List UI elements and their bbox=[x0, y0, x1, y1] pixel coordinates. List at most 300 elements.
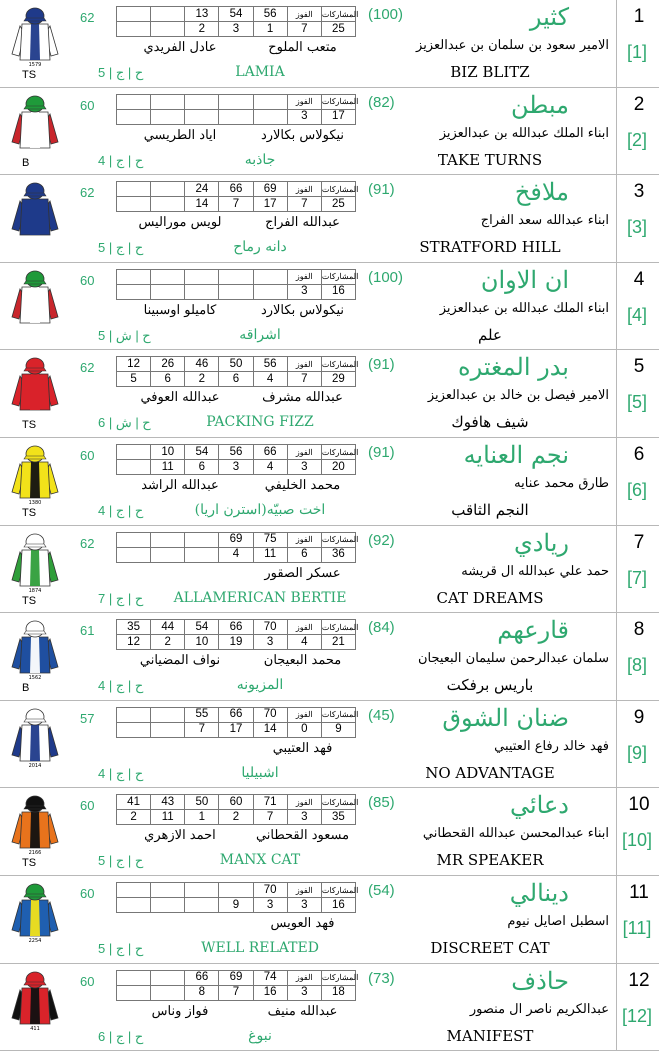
trainer-name: مسعود القحطاني bbox=[255, 828, 350, 844]
dam-name: دانه رماح bbox=[233, 239, 287, 256]
form-string: ح | ج | 4 bbox=[98, 503, 144, 518]
horse-rating: (82) bbox=[368, 93, 395, 111]
stat-cell: 56 bbox=[253, 357, 287, 372]
sire-name: BIZ BLITZ bbox=[450, 63, 530, 81]
horse-rating: (100) bbox=[368, 6, 404, 23]
horse-rating: (100) bbox=[368, 268, 404, 286]
stat-cell bbox=[117, 985, 151, 1000]
sire-name: TAKE TURNS bbox=[437, 150, 543, 169]
runner-number: 7 bbox=[633, 531, 645, 553]
stat-cell: 17 bbox=[253, 197, 287, 212]
jockey-silks-icon bbox=[10, 970, 60, 1032]
wins-header: الفوز bbox=[287, 357, 321, 372]
stat-cell bbox=[117, 7, 151, 22]
wins-header: الفوز bbox=[287, 7, 321, 22]
jockey-silks-icon bbox=[10, 356, 60, 418]
horse-rating: (85) bbox=[368, 794, 395, 812]
form-string: ح | ج | 5 bbox=[98, 240, 144, 256]
stat-cell: 10 bbox=[151, 445, 185, 460]
owner-name: ابناء الملك عبدالله بن عبدالعزيز bbox=[439, 125, 609, 141]
stat-cell: 26 bbox=[151, 357, 185, 372]
jockey-silks-icon bbox=[10, 6, 60, 68]
runner-row bbox=[0, 788, 659, 876]
stat-cell: 6 bbox=[151, 372, 185, 387]
stats-table bbox=[116, 882, 359, 913]
runner-number: 6 bbox=[633, 444, 645, 465]
stat-cell bbox=[117, 707, 151, 722]
stat-cell bbox=[151, 970, 185, 985]
stat-cell: 69 bbox=[253, 182, 287, 197]
runs-header: المشاركات bbox=[321, 7, 355, 22]
stat-cell: 14 bbox=[253, 722, 287, 737]
stat-cell: 29 bbox=[321, 372, 355, 387]
stats-table bbox=[116, 970, 359, 1001]
stat-cell: 6 bbox=[287, 547, 321, 562]
equipment-code: B bbox=[22, 156, 30, 169]
stat-cell bbox=[151, 722, 185, 737]
stat-cell: 2 bbox=[185, 22, 219, 37]
horse-name-arabic: نجم العنايه bbox=[463, 441, 569, 469]
form-string: ح | ج | 4 bbox=[98, 678, 144, 694]
stat-cell: 3 bbox=[253, 635, 287, 650]
horse-name-arabic: مبطن bbox=[510, 90, 569, 119]
stat-cell: 9 bbox=[321, 722, 355, 737]
dam-name: WELL RELATED bbox=[201, 940, 319, 956]
equipment-code: TS bbox=[22, 419, 37, 432]
stat-cell: 17 bbox=[321, 109, 355, 124]
gate-number: [9] bbox=[626, 742, 647, 763]
jockey-name: عبدالله الراشد bbox=[141, 478, 219, 493]
stat-cell: 6 bbox=[219, 372, 253, 387]
wins-header: الفوز bbox=[287, 620, 321, 635]
form-string: ح | ج | 4 bbox=[98, 765, 144, 781]
stat-cell: 17 bbox=[219, 722, 253, 737]
jockey-silks-icon bbox=[10, 707, 60, 769]
dam-name: اشبيليا bbox=[241, 764, 279, 781]
gate-number: [8] bbox=[626, 655, 647, 676]
runner-number: 2 bbox=[633, 93, 645, 115]
equipment-code: TS bbox=[22, 594, 37, 607]
horse-rating: (92) bbox=[368, 531, 395, 549]
weight: 60 bbox=[80, 973, 95, 989]
runs-header: المشاركات bbox=[321, 94, 355, 109]
dam-name: نبوغ bbox=[248, 1027, 272, 1044]
jockey-silks-icon bbox=[10, 619, 60, 681]
owner-name: ابناء عبدالله سعد الفراج bbox=[480, 213, 609, 229]
stats-table bbox=[116, 532, 359, 563]
stat-cell bbox=[151, 269, 185, 284]
weight: 60 bbox=[80, 97, 95, 113]
horse-rating: (91) bbox=[368, 444, 395, 461]
trainer-name: محمد الخليفي bbox=[264, 478, 341, 493]
stat-cell bbox=[219, 284, 253, 299]
stat-cell: 7 bbox=[287, 22, 321, 37]
stat-cell: 11 bbox=[253, 547, 287, 562]
jockey-silks-icon bbox=[10, 882, 60, 944]
jockey-silks-icon bbox=[10, 794, 60, 856]
runs-header: المشاركات bbox=[321, 620, 355, 635]
sire-name: NO ADVANTAGE bbox=[425, 763, 555, 782]
sire-name: STRATFORD HILL bbox=[419, 238, 561, 257]
stat-cell bbox=[151, 883, 185, 898]
stat-cell bbox=[151, 94, 185, 109]
svg-text:2166: 2166 bbox=[28, 850, 42, 857]
runner-row bbox=[0, 876, 659, 964]
form-string: ح | ج | 4 bbox=[98, 152, 144, 168]
stat-cell: 4 bbox=[253, 372, 287, 387]
stat-cell: 69 bbox=[219, 532, 253, 547]
jockey-silks-icon bbox=[10, 269, 60, 331]
wins-header: الفوز bbox=[287, 707, 321, 722]
stat-cell: 1 bbox=[185, 810, 219, 825]
stat-cell: 3 bbox=[219, 460, 253, 475]
runner-row bbox=[0, 438, 659, 526]
svg-text:2254: 2254 bbox=[28, 938, 42, 944]
horse-name-arabic: دعائي bbox=[509, 791, 569, 820]
dam-name: جاذبه bbox=[244, 151, 276, 168]
trainer-name: فهد العويس bbox=[270, 916, 335, 931]
runner-number: 9 bbox=[633, 706, 645, 728]
jockey-name: نواف المضياني bbox=[139, 653, 221, 669]
weight: 62 bbox=[80, 10, 95, 25]
stat-cell bbox=[151, 182, 185, 197]
trainer-name: عسكر الصقور bbox=[264, 565, 341, 581]
dam-name: LAMIA bbox=[235, 64, 285, 80]
gate-number: [2] bbox=[626, 129, 647, 150]
stat-cell bbox=[185, 109, 219, 124]
sire-name: باريس برفكت bbox=[446, 676, 534, 695]
stat-cell: 16 bbox=[253, 985, 287, 1000]
form-string: ح | ج | 6 bbox=[98, 1028, 144, 1044]
stats-table bbox=[116, 181, 359, 212]
weight: 62 bbox=[80, 535, 95, 551]
dam-name: المزيونه bbox=[236, 677, 284, 694]
jockey-name: كاميلو اوسبينا bbox=[143, 302, 217, 318]
horse-name-arabic: ملافخ bbox=[514, 178, 569, 207]
stat-cell: 7 bbox=[219, 985, 253, 1000]
stat-cell bbox=[219, 883, 253, 898]
sire-name: شيف هافوك bbox=[451, 413, 529, 432]
horse-name-arabic: كثير bbox=[529, 3, 569, 31]
stat-cell: 74 bbox=[253, 970, 287, 985]
stat-cell: 16 bbox=[321, 898, 355, 913]
svg-text:1874: 1874 bbox=[28, 587, 42, 594]
horse-rating: (91) bbox=[368, 356, 395, 374]
stat-cell: 66 bbox=[185, 970, 219, 985]
svg-text:1562: 1562 bbox=[28, 675, 42, 682]
gate-number: [11] bbox=[622, 918, 652, 938]
stats-table bbox=[116, 707, 359, 738]
stat-cell: 70 bbox=[253, 883, 287, 898]
stat-cell: 35 bbox=[117, 620, 151, 635]
runs-header: المشاركات bbox=[321, 970, 355, 985]
wins-header: الفوز bbox=[287, 970, 321, 985]
stat-cell: 14 bbox=[185, 197, 219, 212]
stat-cell bbox=[117, 269, 151, 284]
stat-cell: 19 bbox=[219, 635, 253, 650]
stat-cell: 20 bbox=[321, 460, 355, 475]
stat-cell bbox=[219, 109, 253, 124]
owner-name: سلمان عبدالرحمن سليمان البعيجان bbox=[417, 651, 609, 667]
stat-cell: 43 bbox=[151, 795, 185, 810]
weight: 60 bbox=[80, 886, 95, 901]
stats-table bbox=[116, 269, 359, 300]
wins-header: الفوز bbox=[287, 445, 321, 460]
equipment-code: TS bbox=[22, 857, 37, 870]
owner-name: طارق محمد عنايه bbox=[514, 476, 609, 491]
svg-text:411: 411 bbox=[30, 1025, 40, 1032]
equipment-code: B bbox=[22, 682, 30, 695]
horse-rating: (91) bbox=[368, 181, 395, 199]
stat-cell: 3 bbox=[253, 898, 287, 913]
wins-header: الفوز bbox=[287, 532, 321, 547]
stat-cell: 25 bbox=[321, 197, 355, 212]
gate-number: [7] bbox=[626, 567, 647, 588]
horse-name-arabic: حاذف bbox=[511, 966, 569, 995]
stat-cell: 4 bbox=[219, 547, 253, 562]
stat-cell bbox=[117, 883, 151, 898]
stats-table bbox=[116, 444, 359, 475]
weight: 60 bbox=[80, 272, 95, 288]
stat-cell bbox=[151, 547, 185, 562]
svg-text:1579: 1579 bbox=[28, 62, 42, 68]
owner-name: عبدالكريم ناصر ال منصور bbox=[469, 1001, 609, 1017]
stat-cell: 3 bbox=[287, 898, 321, 913]
runs-header: المشاركات bbox=[321, 357, 355, 372]
stats-table bbox=[116, 794, 359, 825]
stat-cell: 7 bbox=[253, 810, 287, 825]
stat-cell: 3 bbox=[219, 22, 253, 37]
runs-header: المشاركات bbox=[321, 269, 355, 284]
wins-header: الفوز bbox=[287, 795, 321, 810]
weight: 57 bbox=[80, 710, 95, 726]
sire-name: MANIFEST bbox=[446, 1026, 534, 1045]
owner-name: الامير سعود بن سلمان بن عبدالعزيز bbox=[416, 38, 609, 53]
runner-row bbox=[0, 88, 659, 176]
stat-cell: 5 bbox=[117, 372, 151, 387]
stat-cell bbox=[117, 94, 151, 109]
stat-cell bbox=[117, 532, 151, 547]
stat-cell bbox=[185, 532, 219, 547]
horse-rating: (45) bbox=[368, 706, 395, 724]
stat-cell bbox=[151, 109, 185, 124]
stat-cell: 12 bbox=[117, 357, 151, 372]
owner-name: اسطبل اصايل نيوم bbox=[507, 914, 609, 929]
dam-name: ALLAMERICAN BERTIE bbox=[173, 589, 347, 606]
stat-cell: 3 bbox=[287, 985, 321, 1000]
runner-number: 10 bbox=[628, 794, 650, 816]
wins-header: الفوز bbox=[287, 94, 321, 109]
stat-cell bbox=[117, 445, 151, 460]
horse-name-arabic: ريادي bbox=[513, 528, 569, 557]
stat-cell: 4 bbox=[253, 460, 287, 475]
stat-cell: 11 bbox=[151, 460, 185, 475]
equipment-code: TS bbox=[22, 69, 37, 81]
stat-cell bbox=[219, 269, 253, 284]
stat-cell: 55 bbox=[185, 707, 219, 722]
sire-name: DISCREET CAT bbox=[430, 939, 550, 957]
runner-row bbox=[0, 0, 659, 88]
trainer-name: عبدالله منيف bbox=[267, 1003, 338, 1019]
sire-name: MR SPEAKER bbox=[436, 851, 544, 870]
stat-cell: 24 bbox=[185, 182, 219, 197]
stat-cell: 56 bbox=[219, 445, 253, 460]
jockey-silks-icon bbox=[10, 94, 60, 156]
dam-name: (اخت صبيّه(استرن اريا bbox=[194, 502, 326, 518]
stat-cell: 21 bbox=[321, 635, 355, 650]
stat-cell bbox=[253, 94, 287, 109]
stat-cell bbox=[117, 22, 151, 37]
runner-number: 4 bbox=[633, 268, 645, 290]
runner-number: 1 bbox=[633, 6, 645, 27]
runs-header: المشاركات bbox=[321, 445, 355, 460]
weight: 60 bbox=[80, 798, 95, 814]
stat-cell bbox=[185, 547, 219, 562]
stat-cell bbox=[151, 22, 185, 37]
stat-cell: 3 bbox=[287, 810, 321, 825]
stat-cell: 66 bbox=[253, 445, 287, 460]
gate-number: [3] bbox=[626, 217, 647, 238]
stat-cell bbox=[151, 898, 185, 913]
gate-number: [12] bbox=[621, 1005, 653, 1026]
stat-cell: 18 bbox=[321, 985, 355, 1000]
dam-name: اشراقه bbox=[239, 326, 281, 343]
wins-header: الفوز bbox=[287, 182, 321, 197]
dam-name: MANX CAT bbox=[219, 852, 301, 869]
svg-text:1380: 1380 bbox=[28, 500, 42, 506]
jockey-silks-icon bbox=[10, 532, 60, 594]
stat-cell bbox=[117, 197, 151, 212]
stat-cell: 70 bbox=[253, 707, 287, 722]
horse-name-arabic: ان الاوان bbox=[480, 265, 569, 294]
form-string: ح | ج | 7 bbox=[98, 590, 144, 606]
equipment-code: TS bbox=[22, 507, 37, 519]
stat-cell: 13 bbox=[185, 7, 219, 22]
stat-cell: 54 bbox=[185, 445, 219, 460]
runner-number: 11 bbox=[629, 882, 649, 903]
stat-cell bbox=[151, 707, 185, 722]
stat-cell bbox=[151, 197, 185, 212]
form-string: ح | ج | 5 bbox=[98, 941, 144, 956]
stat-cell: 3 bbox=[287, 284, 321, 299]
stat-cell bbox=[185, 284, 219, 299]
jockey-name: احمد الازهري bbox=[144, 828, 216, 844]
owner-name: ابناء الملك عبدالله بن عبدالعزيز bbox=[439, 300, 609, 316]
stat-cell bbox=[117, 898, 151, 913]
stat-cell: 75 bbox=[253, 532, 287, 547]
stat-cell: 66 bbox=[219, 620, 253, 635]
stat-cell: 50 bbox=[219, 357, 253, 372]
jockey-silks-icon bbox=[10, 444, 60, 506]
horse-name-arabic: ضنان الشوق bbox=[442, 703, 569, 732]
trainer-name: محمد البعيجان bbox=[263, 653, 342, 669]
gate-number: [10] bbox=[621, 830, 653, 851]
jockey-name: اياد الطريسي bbox=[143, 127, 217, 143]
stat-cell: 0 bbox=[287, 722, 321, 737]
stat-cell bbox=[253, 284, 287, 299]
owner-name: حمد علي عبدالله ال قريشه bbox=[461, 563, 609, 579]
runs-header: المشاركات bbox=[321, 707, 355, 722]
stat-cell bbox=[151, 284, 185, 299]
stat-cell bbox=[117, 109, 151, 124]
runner-number: 12 bbox=[628, 969, 650, 991]
stats-table bbox=[116, 6, 359, 37]
stat-cell: 25 bbox=[321, 22, 355, 37]
svg-text:2014: 2014 bbox=[28, 762, 42, 769]
runs-header: المشاركات bbox=[321, 182, 355, 197]
stat-cell bbox=[151, 532, 185, 547]
sire-name: CAT DREAMS bbox=[436, 588, 544, 607]
horse-rating: (54) bbox=[368, 882, 395, 899]
stat-cell: 10 bbox=[185, 635, 219, 650]
jockey-name: فواز وناس bbox=[151, 1003, 209, 1019]
stat-cell bbox=[117, 182, 151, 197]
gate-number: [5] bbox=[626, 392, 647, 413]
stat-cell bbox=[117, 460, 151, 475]
form-string: ح | ش | 5 bbox=[98, 327, 151, 343]
stat-cell: 66 bbox=[219, 707, 253, 722]
runner-row bbox=[0, 964, 659, 1052]
owner-name: ابناء عبدالمحسن عبدالله القحطاني bbox=[422, 826, 609, 842]
stat-cell bbox=[117, 547, 151, 562]
weight: 61 bbox=[80, 623, 95, 639]
stat-cell: 41 bbox=[117, 795, 151, 810]
stat-cell: 7 bbox=[287, 197, 321, 212]
jockey-name: لويس موراليس bbox=[138, 215, 222, 231]
trainer-name: عبدالله الفراج bbox=[265, 215, 340, 231]
runner-row bbox=[0, 701, 659, 789]
stat-cell: 46 bbox=[185, 357, 219, 372]
dam-name: PACKING FIZZ bbox=[206, 414, 314, 431]
trainer-name: نيكولاس بكالارد bbox=[260, 302, 345, 318]
stat-cell: 7 bbox=[287, 372, 321, 387]
stat-cell: 60 bbox=[219, 795, 253, 810]
horse-name-arabic: دينالي bbox=[509, 879, 569, 907]
stat-cell: 2 bbox=[185, 372, 219, 387]
stat-cell: 56 bbox=[253, 7, 287, 22]
stat-cell: 35 bbox=[321, 810, 355, 825]
owner-name: الامير فيصل بن خالد بن عبدالعزيز bbox=[427, 388, 609, 404]
jockey-name: عادل الفريدي bbox=[143, 40, 217, 55]
stat-cell: 2 bbox=[151, 635, 185, 650]
stat-cell: 2 bbox=[117, 810, 151, 825]
stat-cell: 54 bbox=[185, 620, 219, 635]
runner-row bbox=[0, 350, 659, 438]
weight: 62 bbox=[80, 360, 95, 376]
stat-cell: 7 bbox=[185, 722, 219, 737]
weight: 62 bbox=[80, 185, 95, 201]
weight: 60 bbox=[80, 448, 95, 463]
stat-cell: 71 bbox=[253, 795, 287, 810]
trainer-name: فهد العتيبي bbox=[272, 740, 333, 756]
stat-cell: 16 bbox=[321, 284, 355, 299]
stat-cell: 7 bbox=[219, 197, 253, 212]
sire-name: النجم الثاقب bbox=[451, 501, 529, 519]
stat-cell bbox=[151, 7, 185, 22]
sire-name: علم bbox=[478, 325, 502, 344]
owner-name: فهد خالد رفاع العتيبي bbox=[494, 738, 609, 754]
stat-cell bbox=[185, 883, 219, 898]
runs-header: المشاركات bbox=[321, 883, 355, 898]
runs-header: المشاركات bbox=[321, 532, 355, 547]
runner-row bbox=[0, 526, 659, 614]
stat-cell bbox=[117, 284, 151, 299]
gate-number: [1] bbox=[626, 42, 647, 62]
form-string: ح | ج | 5 bbox=[98, 853, 144, 869]
stat-cell bbox=[185, 94, 219, 109]
stat-cell: 54 bbox=[219, 7, 253, 22]
form-string: ح | ش | 6 bbox=[98, 415, 151, 431]
